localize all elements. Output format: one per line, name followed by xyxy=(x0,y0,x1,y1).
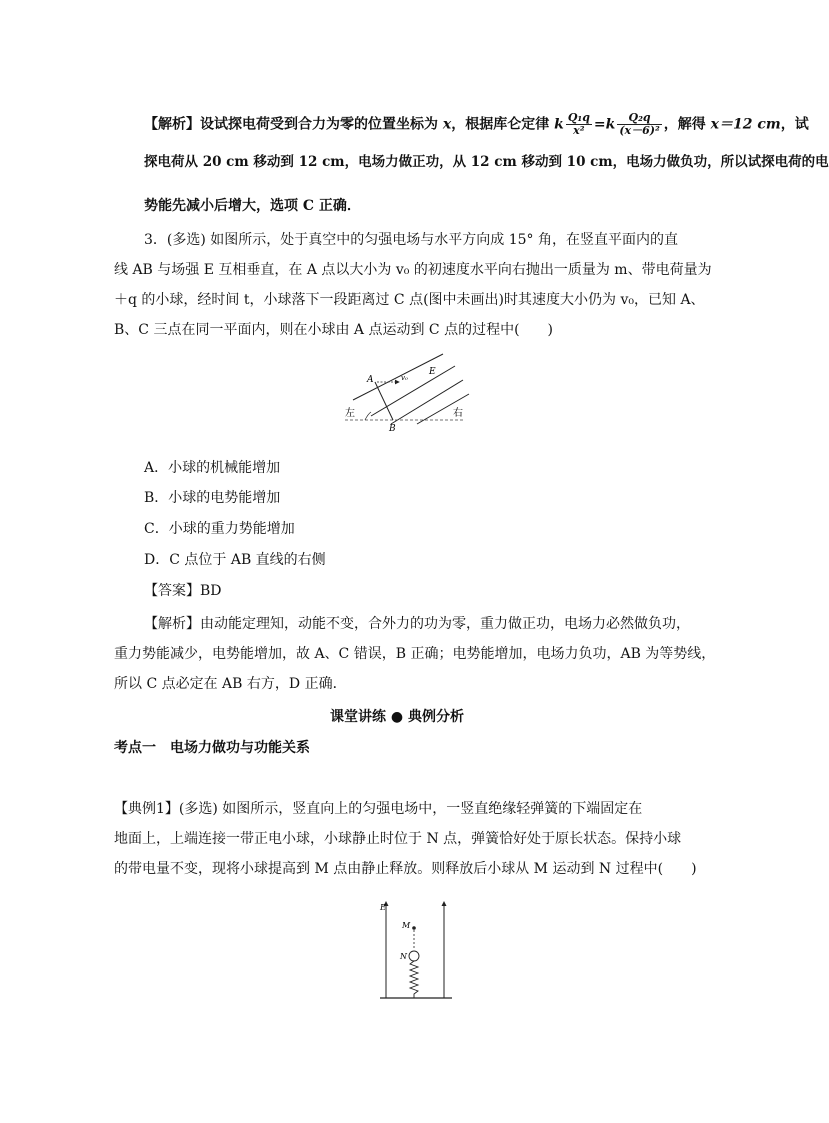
option-c: C．小球的重力势能增加 xyxy=(144,521,295,537)
left-label: 左 xyxy=(345,408,355,419)
kaodian-title: 考点一 电场力做功与功能关系 xyxy=(114,740,310,756)
answer: 【答案】BD xyxy=(144,583,222,599)
v0-label: v₀ xyxy=(401,374,408,382)
section-heading: 课堂讲练 ● 典例分析 xyxy=(330,709,464,725)
example1-line3: 的带电量不变，现将小球提高到 M 点由静止释放。则释放后小球从 M 运动到 N 过程中( ) xyxy=(114,861,697,877)
fraction-numerator: Q₂q xyxy=(617,112,661,125)
spring xyxy=(410,961,418,998)
question3-line3: ＋q 的小球，经时间 t，小球落下一段距离过 C 点(图中未画出)时其速度大小仍为 v₀，已知 A、 xyxy=(114,292,705,308)
var-x: x xyxy=(442,116,452,133)
field-e-label: E xyxy=(429,367,436,377)
spring-diagram xyxy=(370,896,460,1002)
analysis-text: 设试探电荷受到合力为零的位置坐标为 xyxy=(200,116,438,133)
analysis-text: ，根据库仑定律 xyxy=(451,116,550,133)
question3-line4: B、C 三点在同一平面内，则在小球由 A 点运动到 C 点的过程中( ) xyxy=(114,322,553,338)
ball-n xyxy=(409,951,419,961)
const-k: k xyxy=(554,116,564,133)
angle-arc xyxy=(365,412,371,420)
analysis3-line2: 重力势能减少，电势能增加，故 A、C 错误，B 正确；电势能增加，电场力负功，AB 为等势线， xyxy=(114,646,716,662)
point-a-label: A xyxy=(367,375,374,385)
analysis3-line3: 所以 C 点必定在 AB 右方，D 正确． xyxy=(114,676,347,692)
point-m xyxy=(412,926,416,930)
option-a: A．小球的机械能增加 xyxy=(144,460,281,476)
option-d: D．C 点位于 AB 直线的右侧 xyxy=(144,552,326,568)
fraction-2 xyxy=(617,112,661,137)
point-b-label: B xyxy=(389,424,396,434)
point-n-label: N xyxy=(400,952,407,961)
analysis-text: ，解得 xyxy=(663,116,706,133)
field-diagram xyxy=(335,352,475,432)
example1-line1: 【典例1】(多选) 如图所示，竖直向上的匀强电场中，一竖直绝缘轻弹簧的下端固定在 xyxy=(114,801,643,817)
question3-line2: 线 AB 与场强 E 互相垂直，在 A 点以大小为 v₀ 的初速度水平向右抛出一质量为 m、带电荷量为 xyxy=(114,262,712,278)
example1-line2: 地面上，上端连接一带正电小球，小球静止时位于 N 点，弹簧恰好处于原长状态。保持小球 xyxy=(114,831,682,847)
fraction-numerator: Q₁q xyxy=(567,111,590,124)
equals-sign: = xyxy=(593,116,606,133)
analysis-prev-line1 xyxy=(144,112,809,137)
analysis-prev-line3: 势能先减小后增大，选项 C 正确． xyxy=(144,198,361,214)
right-label: 右 xyxy=(453,408,463,419)
const-k: k xyxy=(605,116,616,133)
fraction-1 xyxy=(566,112,592,137)
field-line xyxy=(371,366,455,416)
option-b: B．小球的电势能增加 xyxy=(144,490,281,506)
analysis-tag: 【解析】 xyxy=(144,116,200,133)
analysis-text: ，试 xyxy=(780,116,809,133)
analysis-prev-line2: 探电荷从 20 cm 移动到 12 cm，电场力做正功，从 12 cm 移动到 10 cm，电场力做负功，所以试探电荷的电 xyxy=(144,154,829,170)
line-ab xyxy=(375,382,393,420)
question3-line1: 3．(多选) 如图所示，处于真空中的匀强电场与水平方向成 15° 角，在竖直平面内的直 xyxy=(144,232,678,248)
fraction-denominator: (x－6)² xyxy=(619,124,660,137)
field-e-label: E xyxy=(380,903,386,912)
result-value: x＝12 cm xyxy=(710,116,781,133)
fraction-denominator: x² xyxy=(573,124,585,137)
analysis3-line1: 【解析】由动能定理知，动能不变，合外力的功为零，重力做正功，电场力必然做负功， xyxy=(144,616,690,632)
point-m-label: M xyxy=(402,921,411,930)
